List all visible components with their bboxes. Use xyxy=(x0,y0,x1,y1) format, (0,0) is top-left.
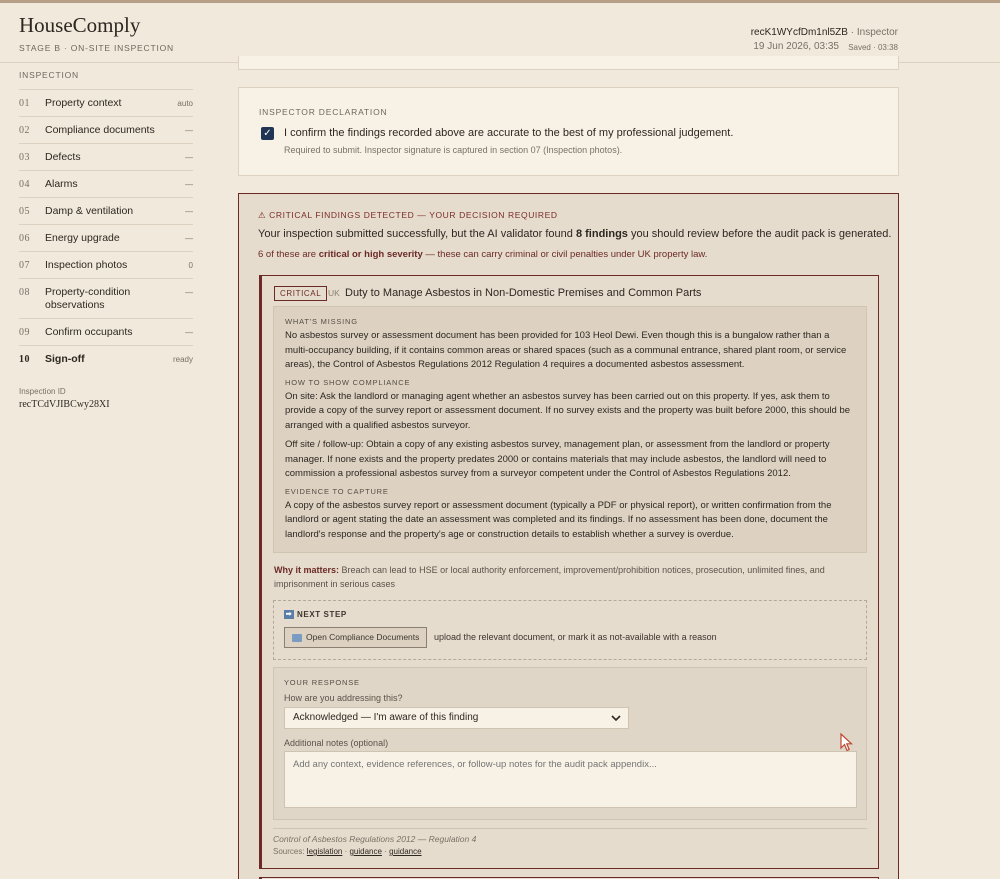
step-number: 01 xyxy=(19,98,30,109)
step-status: 0 xyxy=(188,261,193,270)
user-info xyxy=(751,27,898,38)
finding-details xyxy=(273,306,867,553)
intro-text-end: you should review before the audit pack is generated. xyxy=(627,228,892,240)
compliance-onsite: On site: Ask the landlord or managing agent whether an asbestos survey has been carried out on this property. If yes, ask them to provide a copy of the survey report or assessment document. If no survey exists and the property was built before 2000, this should be arranged with a qualified asbestos surveyor. xyxy=(285,390,851,431)
sidebar-nav xyxy=(19,89,193,373)
next-step-box xyxy=(273,600,867,660)
step-label: Confirm occupants xyxy=(45,326,133,338)
missing-text: No asbestos survey or assessment document has been provided for 103 Heol Dewi. Even though this is a bungalow rather than a multi-occupancy building, if it contains common areas or shared spaces (such as a communal entrance, shared plant room, or service areas), the Control of Asbestos Regulations 2012 Regulation 4 requires a documented asbestos assessment. xyxy=(285,330,847,370)
app-brand[interactable]: HouseComply xyxy=(19,13,141,37)
step-status: — xyxy=(185,234,193,243)
sidebar-item-energy-upgrade[interactable] xyxy=(19,225,193,252)
step-number: 03 xyxy=(19,152,30,163)
step-number: 09 xyxy=(19,327,30,338)
warn-text-end: — these can carry criminal or civil penalties under UK property law. xyxy=(422,249,708,260)
step-status: — xyxy=(185,288,193,297)
sidebar-item-confirm-occupants[interactable] xyxy=(19,319,193,346)
step-number: 08 xyxy=(19,287,30,298)
inspection-id: recTCdVJIBCwy28XI xyxy=(19,399,110,410)
sidebar-item-defects[interactable] xyxy=(19,144,193,171)
sidebar-item-damp-ventilation[interactable] xyxy=(19,198,193,225)
previous-card xyxy=(238,56,899,70)
warn-text: 6 of these are xyxy=(258,249,319,260)
folder-icon xyxy=(292,634,302,642)
warn-severity: critical or high severity xyxy=(318,249,423,260)
declaration-heading: INSPECTOR DECLARATION xyxy=(259,107,388,117)
response-select[interactable] xyxy=(284,707,629,729)
why-it-matters xyxy=(274,563,844,591)
response-selected-value: Acknowledged — I'm aware of this finding xyxy=(293,712,479,723)
chevron-down-icon xyxy=(611,713,621,723)
sidebar-item-sign-off[interactable] xyxy=(19,346,193,373)
source-link-guidance-2[interactable]: guidance xyxy=(389,847,422,856)
step-status: — xyxy=(185,328,193,337)
critical-heading: ⚠ CRITICAL FINDINGS DETECTED — YOUR DECISION REQUIRED xyxy=(258,210,558,220)
compliance-offsite: Off site / follow-up: Obtain a copy of any existing asbestos survey, management plan, or assessment from the landlord or property manager. If none exists and the property predates 2000 or contains materials that may include asbestos, the landlord will need to commission a professional asbestos survey from a surveyor competent under the Control of Asbestos Regulations 2012. xyxy=(285,439,830,479)
step-label: Damp & ventilation xyxy=(45,205,134,217)
why-label: Why it matters: xyxy=(274,565,340,575)
arrow-right-icon: ➡ xyxy=(285,611,293,618)
step-status: — xyxy=(185,153,193,162)
declaration-checkbox[interactable]: ✓ xyxy=(261,127,274,140)
critical-intro xyxy=(258,228,891,240)
notes-label: Additional notes (optional) xyxy=(284,738,389,748)
notes-textarea[interactable] xyxy=(284,751,857,808)
next-step-heading xyxy=(284,610,856,619)
step-label: Sign-off xyxy=(45,353,85,365)
datetime: 19 Jun 2026, 03:35 xyxy=(753,41,839,52)
top-bar xyxy=(0,0,1000,63)
finding-title: Duty to Manage Asbestos in Non-Domestic Premises and Common Parts xyxy=(345,287,702,299)
step-status: — xyxy=(185,126,193,135)
step-status: — xyxy=(185,180,193,189)
evidence-text: A copy of the asbestos survey report or assessment document (typically a PDF or physical report), or written confirmation from the landlord or agent stating the date an assessment was completed and its findings. If no assessment has been done, document the landlord's response and the property's age or construction details to establish whether a survey is overdue. xyxy=(285,499,832,540)
stage-label: STAGE B · ON-SITE INSPECTION xyxy=(19,43,174,53)
step-label: Energy upgrade xyxy=(45,232,120,244)
saved-status: Saved · 03:38 xyxy=(848,43,898,52)
next-step-label: NEXT STEP xyxy=(297,610,347,619)
intro-text: Your inspection submitted successfully, but the AI validator found xyxy=(258,228,576,240)
step-number: 05 xyxy=(19,206,30,217)
missing-heading: WHAT'S MISSING xyxy=(285,317,358,326)
step-status: auto xyxy=(177,99,193,108)
mouse-cursor-icon xyxy=(840,733,854,753)
why-text: Breach can lead to HSE or local authority enforcement, improvement/prohibition notices, prosecution, unlimited fines, and imprisonment in serious cases xyxy=(274,565,825,589)
response-question: How are you addressing this? xyxy=(284,693,403,703)
source-link-guidance[interactable]: guidance xyxy=(349,847,382,856)
finding-card xyxy=(259,275,879,869)
sidebar-item-inspection-photos[interactable] xyxy=(19,252,193,279)
step-label: Defects xyxy=(45,151,81,163)
citation: Control of Asbestos Regulations 2012 — Regulation 4 xyxy=(273,834,477,844)
inspector-declaration xyxy=(238,87,899,176)
step-number: 04 xyxy=(19,179,30,190)
sidebar-item-alarms[interactable] xyxy=(19,171,193,198)
sidebar-heading: INSPECTION xyxy=(19,70,79,80)
response-section xyxy=(273,667,867,820)
step-number: 06 xyxy=(19,233,30,244)
sidebar xyxy=(0,63,208,879)
declaration-subtext: Required to submit. Inspector signature is captured in section 07 (Inspection photos). xyxy=(284,145,623,155)
evidence-heading: EVIDENCE TO CAPTURE xyxy=(285,486,389,496)
step-number: 10 xyxy=(19,354,30,365)
open-compliance-documents-button[interactable] xyxy=(284,627,427,648)
button-label: Open Compliance Documents xyxy=(306,632,420,642)
sources: Sources: legislation · guidance · guidance xyxy=(273,847,422,856)
step-status: — xyxy=(185,207,193,216)
declaration-text[interactable]: I confirm the findings recorded above are accurate to the best of my professional judgement. xyxy=(284,127,734,139)
findings-count: 8 findings xyxy=(575,228,628,240)
sidebar-item-compliance-documents[interactable] xyxy=(19,117,193,144)
sidebar-item-property-context[interactable] xyxy=(19,90,193,117)
jurisdiction-label: UK xyxy=(328,288,340,298)
user-role: · Inspector xyxy=(850,27,898,38)
step-label: Compliance documents xyxy=(45,124,155,136)
inspection-id-label: Inspection ID xyxy=(19,387,66,396)
step-status: ready xyxy=(172,355,193,364)
user-id: recK1WYcfDm1nl5ZB xyxy=(750,27,848,38)
step-label: Inspection photos xyxy=(45,259,128,271)
step-label: Property context xyxy=(45,97,122,109)
response-heading: YOUR RESPONSE xyxy=(284,678,360,687)
severity-badge: CRITICAL xyxy=(274,286,327,301)
source-link-legislation[interactable]: legislation xyxy=(306,847,343,856)
step-number: 02 xyxy=(19,125,30,136)
step-number: 07 xyxy=(19,260,30,271)
compliance-heading: HOW TO SHOW COMPLIANCE xyxy=(285,377,411,387)
step-label: Property-condition observations xyxy=(45,286,131,311)
sources-label: Sources: xyxy=(273,847,307,856)
sidebar-item-property-condition[interactable] xyxy=(19,279,193,319)
next-step-description: upload the relevant document, or mark it as not-available with a reason xyxy=(434,632,717,642)
critical-warning xyxy=(258,249,707,260)
critical-findings-panel xyxy=(238,193,899,879)
legal-reference xyxy=(273,828,867,856)
step-label: Alarms xyxy=(45,178,78,190)
